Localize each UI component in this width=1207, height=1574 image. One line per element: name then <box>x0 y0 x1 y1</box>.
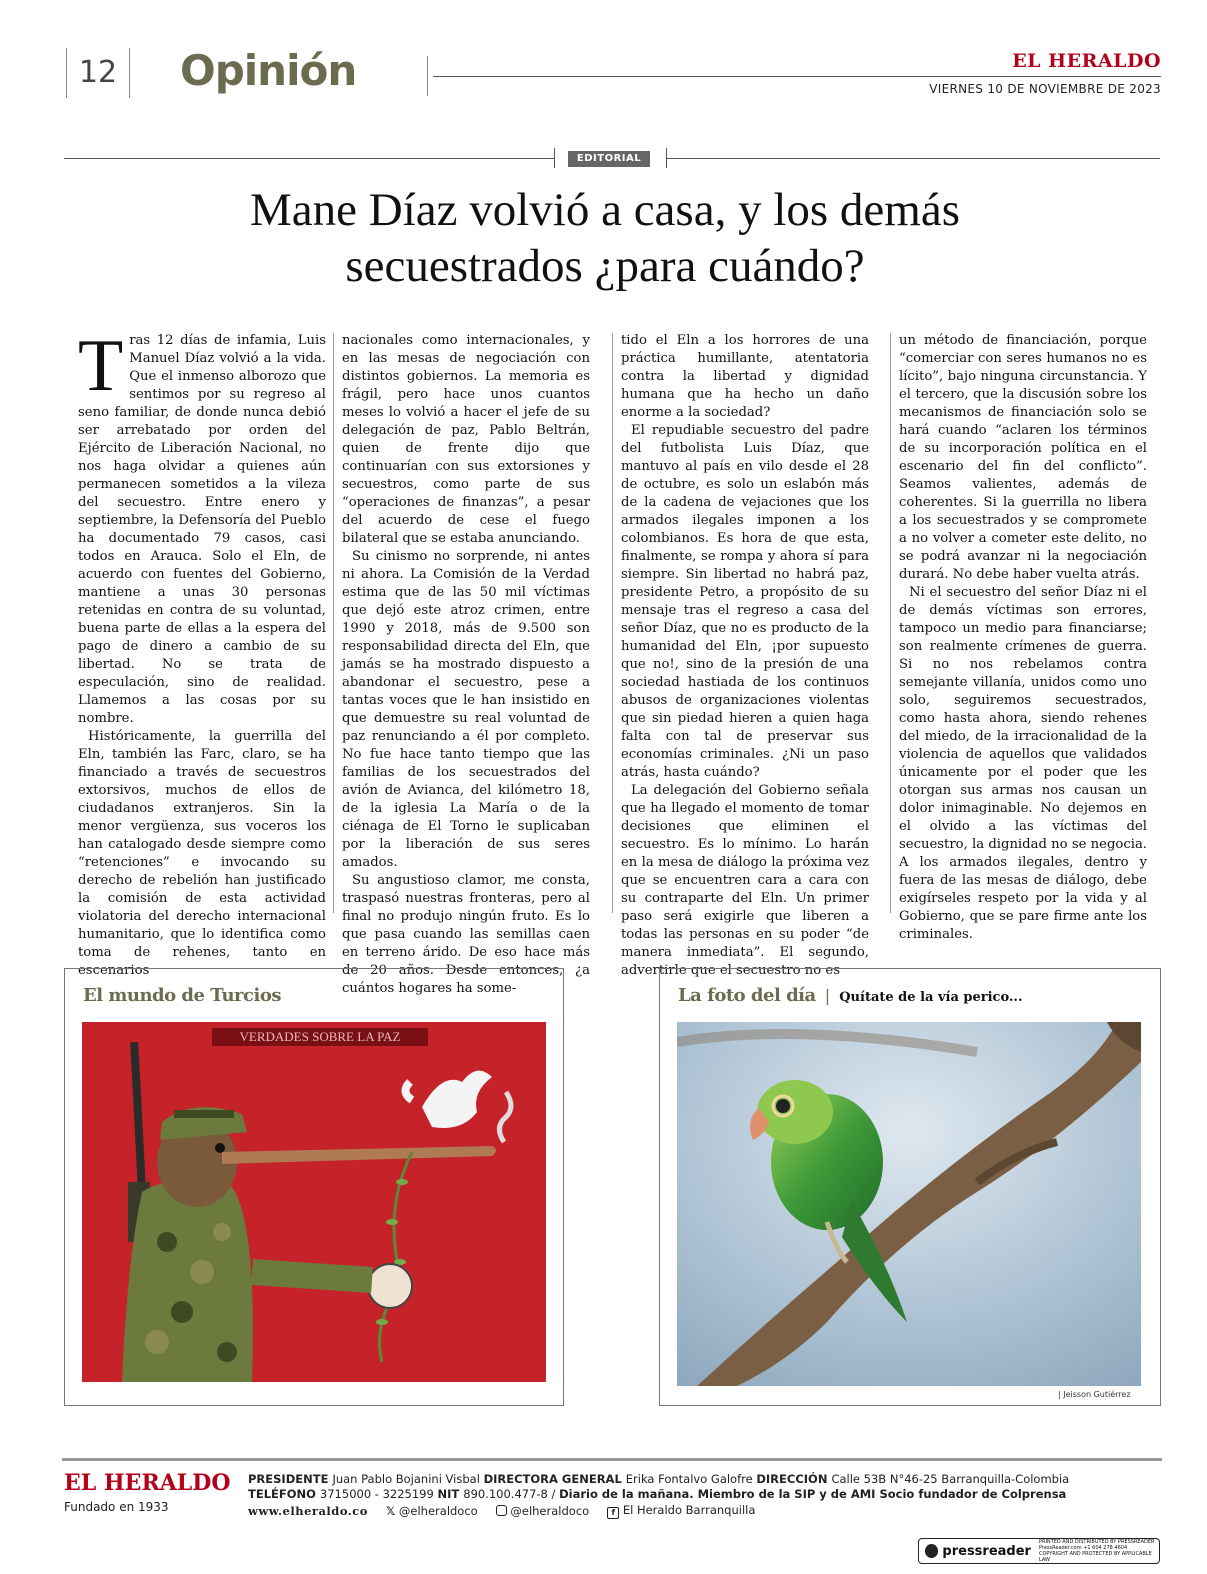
footer-credit-text: 890.100.477-8 / <box>463 1487 560 1501</box>
x-icon: 𝕏 <box>385 1504 396 1518</box>
footer-logo: EL HERALDO <box>64 1470 231 1496</box>
photo-box-title: La foto del día <box>678 985 816 1006</box>
x-handle: @elheraldoco <box>398 1504 478 1518</box>
pressreader-notice <box>1039 1539 1159 1563</box>
pressreader-icon <box>925 1544 938 1558</box>
instagram-icon <box>496 1505 507 1516</box>
footer-credits-line-1 <box>248 1472 1069 1486</box>
column-rule <box>890 333 891 913</box>
article-column-2 <box>342 332 590 998</box>
title-separator: | <box>824 986 831 1005</box>
editorial-rule-left <box>64 158 554 159</box>
article-paragraph: un método de financiación, porque “comerciar con seres humanos no es lícito”, bajo ninguna circunstancia. Y el tercero, que la discusión sobre los mecanismos de financiación solo se hará cuando “aclaren los términos de su incorporación política en el escenario del fin del conflicto”. Seamos valientes, además de coherentes. Si la guerrilla no libera a los secuestrados y se compromete a no volver a cometer este delito, no se podrá avanzar ni la negociación durará. No debe haber vuelta atrás. <box>899 333 1147 582</box>
footer-credit-text: TELÉFONO <box>248 1487 320 1501</box>
pressreader-note-3: COPYRIGHT AND PROTECTED BY APPLICABLE LAW <box>1038 1551 1152 1563</box>
footer-credit-text: Diario de la mañana. Miembro de la SIP y de AMI Socio fundador de Colprensa <box>559 1487 1067 1501</box>
footer-credit-text: Erika Fontalvo Galofre <box>625 1472 757 1486</box>
pressreader-logo: pressreader <box>942 1543 1031 1559</box>
article-paragraph: Históricamente, la guerrilla del Eln, también las Farc, claro, se ha financiado a través de secuestros extorsivos, muchos de ellos de ciudadanos extranjeros. Sin la menor vergüenza, sus voceros los han catalogado desde siempre como “retenciones” e invocando su derecho de rebelión han justificado la comisión de esta actividad violatoria del derecho internacional humanitario, que lo identifica como toma de rehenes, tanto en escenarios <box>78 729 326 978</box>
article-paragraph: Ni el secuestro del señor Díaz ni el de demás víctimas son errores, tampoco un medio para financiarse; son realmente crímenes de guerra. Si no nos rebelamos contra semejante villanía, unidos como uno solo, seguiremos secuestrados, como hasta ahora, siendo rehenes del miedo, de la irracionalidad de la violencia de aquellos que validados únicamente por el poder que les otorgan sus armas nos causan un dolor inimaginable. No dejemos en el olvido a las víctimas del secuestro, la dignidad no se negocia. A los armados ilegales, dentro y fuera de las mesas de diálogo, debe exigírseles respeto por la vida y al Gobierno, que se pare firme ante los criminales. <box>899 585 1147 942</box>
article-paragraph: Tras 12 días de infamia, Luis Manuel Díaz volvió a la vida. Que el inmenso alborozo que sentimos por su regreso al seno familiar, de donde nunca debió ser arrebatado por orden del Ejército de Liberación Nacional, no nos haga olvidar a quienes aún permanecen sometidos a la vileza del secuestro. Entre enero y septiembre, la Defensoría del Pueblo ha documentado 79 casos, casi todos en Arauca. Solo el Eln, de acuerdo con fuentes del Gobierno, mantiene a unas 30 personas retenidas en contra de su voluntad, buena parte de ellas a la espera del pago de dinero a cambio de su libertad. No se trata de especulación, sino de realidad. Llamemos a las cosas por su nombre. <box>78 325 326 726</box>
page-number: 12 <box>66 48 130 98</box>
footer-credit-text: Calle 53B N°46-25 Barranquilla-Colombia <box>831 1472 1070 1486</box>
pressreader-note-2: PressReader.com +1 604 278 4604 <box>1038 1545 1128 1551</box>
header-rule <box>433 76 1161 77</box>
instagram-link[interactable] <box>496 1504 589 1518</box>
x-link[interactable] <box>386 1504 478 1518</box>
cartoon-banner: VERDADES SOBRE LA PAZ <box>212 1028 428 1046</box>
footer-credit-text: DIRECTORA GENERAL <box>483 1472 626 1486</box>
footer-credit-text: DIRECCIÓN <box>756 1472 832 1486</box>
photo-box-header <box>678 985 1022 1006</box>
article-paragraph: nacionales como internacionales, y en las mesas de negociación con distintos gobiernos. La memoria es frágil, pero hace unos cuantos meses lo volvió a hacer el jefe de su delegación de paz, Pablo Beltrán, quien de frente dijo que continuarían con sus extorsiones y secuestros, como parte de sus “operaciones de finanzas”, a pesar del acuerdo de cese el fuego bilateral que se estaba anunciando. <box>342 333 590 546</box>
article-column-1 <box>78 325 326 980</box>
facebook-icon: f <box>607 1507 619 1519</box>
website-link[interactable]: www.elheraldo.co <box>248 1504 368 1518</box>
footer-rule <box>62 1458 1162 1461</box>
section-title: Opinión <box>180 46 357 95</box>
footer-social-row <box>248 1503 755 1519</box>
instagram-handle: @elheraldoco <box>510 1504 590 1518</box>
article-column-3 <box>621 332 869 980</box>
column-rule <box>333 333 334 913</box>
article-paragraph: Su angustioso clamor, me consta, traspasó nuestras fronteras, pero al final no produjo ningún fruto. Es lo que pasa cuando las semillas caen en terreno árido. De eso hace más de 20 años. Desde entonces, ¿a cuántos hogares ha some- <box>342 873 590 996</box>
pressreader-badge <box>918 1538 1160 1564</box>
header-divider <box>427 56 428 96</box>
editorial-label: EDITORIAL <box>568 151 650 167</box>
masthead-logo: EL HERALDO <box>1012 50 1161 72</box>
footer-credits-line-2 <box>248 1487 1066 1501</box>
cartoon-box-title: El mundo de Turcios <box>83 985 281 1006</box>
column-rule <box>612 333 613 913</box>
footer-credit-text: Juan Pablo Bojanini Visbal <box>332 1472 484 1486</box>
article-paragraph: tido el Eln a los horrores de una práctica humillante, atentatoria contra la libertad y dignidad humana que ha hecho un daño enorme a la sociedad? <box>621 333 869 420</box>
drop-cap: T <box>78 325 124 407</box>
cartoon-illustration <box>82 1022 546 1382</box>
headline: Mane Díaz volvió a casa, y los demás secuestrados ¿para cuándo? <box>249 184 960 292</box>
footer-credit-text: NIT <box>437 1487 464 1501</box>
guerrilla-cartoon-drawing <box>82 1022 546 1382</box>
editorial-tick-left <box>554 148 555 168</box>
photo-credit: | Jeisson Gutiérrez <box>1058 1390 1131 1399</box>
facebook-handle: El Heraldo Barranquilla <box>622 1503 756 1517</box>
article-column-4 <box>899 332 1147 944</box>
parakeet-photo <box>677 1022 1141 1386</box>
editorial-rule-right <box>666 158 1160 159</box>
issue-date: VIERNES 10 DE NOVIEMBRE DE 2023 <box>929 82 1161 96</box>
article-paragraph: La delegación del Gobierno señala que ha llegado el momento de tomar decisiones que eliminen el secuestro. Es lo mínimo. Lo harán en la mesa de diálogo la próxima vez que se encuentren cara a cara con su contraparte del Eln. Un primer paso será exigirle que liberen a todas las personas en su poder “de manera inmediata”. El segundo, advertirle que el secuestro no es <box>621 783 869 978</box>
footer-credit-text: 3715000 - 3225199 <box>319 1487 438 1501</box>
footer-credit-text: PRESIDENTE <box>248 1472 333 1486</box>
footer-founded: Fundado en 1933 <box>64 1500 169 1514</box>
parakeet-image <box>677 1022 1141 1386</box>
pressreader-note-1: PRINTED AND DISTRIBUTED BY PRESSREADER <box>1038 1539 1155 1545</box>
photo-caption: Quítate de la vía perico... <box>839 990 1023 1005</box>
facebook-link[interactable] <box>607 1503 755 1519</box>
article-paragraph: El repudiable secuestro del padre del futbolista Luis Díaz, que mantuvo al país en vilo desde el 28 de octubre, es solo un eslabón más de la cadena de vejaciones que los armados ilegales imponen a los colombianos. Es hora de que esta, finalmente, se rompa y ahora sí para siempre. Sin libertad no habrá paz, presidente Petro, a propósito de su mensaje tras el regreso a casa del señor Díaz, que no es producto de la humanidad del Eln, ¡por supuesto que no!, sino de la presión de una sociedad hastiada de los continuos abusos de organizaciones violentas que sin piedad hieren a quien haga falta con tal de preservar sus economías criminales. ¿Ni un paso atrás, hasta cuándo? <box>621 423 869 780</box>
article-paragraph: Su cinismo no sorprende, ni antes ni ahora. La Comisión de la Verdad estima que de las 50 mil víctimas que dejó este atroz crimen, entre 1990 y 2018, más de 9.500 son responsabilidad directa del Eln, que jamás se ha mostrado dispuesto a abandonar el secuestro, pese a tantas voces que le han insistido en que demuestre su real voluntad de paz renunciando a él por completo. No fue hace tanto tiempo que las familias de los secuestrados del avión de Avianca, del kilómetro 18, de la iglesia La María o de la ciénaga de El Torno le suplicaban por la liberación de sus seres amados. <box>342 549 590 870</box>
